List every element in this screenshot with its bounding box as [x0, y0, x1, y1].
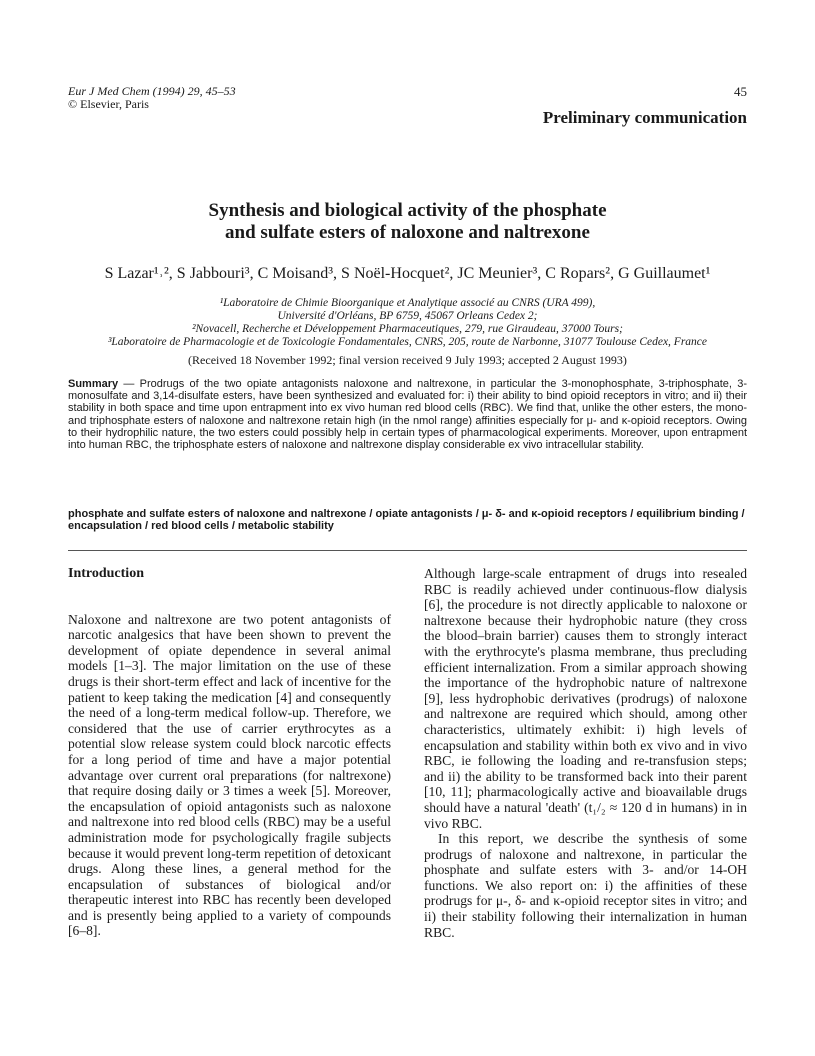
journal-citation: [68, 85, 236, 111]
section-heading-introduction: Introduction: [68, 566, 144, 581]
affiliation-line: ³Laboratoire de Pharmacologie et de Toxicologie Fondamentales, CNRS, 205, route de Narbonne, 31077 Toulouse Cedex, France: [107, 336, 708, 348]
page-number: 45: [734, 84, 747, 99]
keywords: phosphate and sulfate esters of naloxone and naltrexone / opiate antagonists / μ- δ- and κ-opioid receptors / equilibrium binding / encapsulation / red blood cells / metabolic stability: [68, 508, 745, 533]
title-line-1: Synthesis and biological activity of the phosphate: [208, 200, 607, 221]
section-divider: [68, 550, 747, 551]
title-line-2: and sulfate esters of naloxone and naltrexone: [225, 222, 590, 243]
article-title: [0, 200, 815, 244]
publisher: © Elsevier, Paris: [68, 97, 149, 111]
summary-text: — Prodrugs of the two opiate antagonists naloxone and naltrexone, in particular the 3-monophosphate, 3-triphosphate, 3-monosulfate and 3,14-disulfate esters, have been synthesized and evaluated for: i) their ability to bind opioid receptors in vitro; and ii) their stability in both space and time upon entrapment into ex vivo human red blood cells (RBC). We find that, unlike the other esters, the mono- and triphosphate esters of naloxone and naltrexone retain high (in the nmol range) affinities especially for μ- and κ-opioid receptors. Owing to their hydrophilic nature, the two esters could possibly help in certain types of pharmacological experiments. Moreover, upon entrapment into human RBC, the triphosphate esters of naloxone and naltrexone display considerable ex vivo intracellular stability.: [68, 378, 747, 452]
journal-reference: Eur J Med Chem (1994) 29, 45–53: [68, 84, 236, 98]
body-paragraph: Although large-scale entrapment of drugs into resealed RBC is readily achieved under continuous-flow dialysis [6], the procedure is not directly applicable to naloxone or naltrexone because their hydrophobic nature (they cross the blood–brain barrier) causes them to strongly interact with the erythrocyte's plasma membrane, thus precluding efficient internalization. From a similar approach showing the importance of the hydrophobic nature of naltrexone [9], less hydrophobic derivatives (prodrugs) of naloxone and naltrexone are required which should, among other characteristics, ultimately exhibit: i) high levels of encapsulation and stability within both ex vivo and in vivo RBC, ie following the loading and re-transfusion steps; and ii) the ability to be transformed back into their parent [10, 11]; pharmacologically active and bioavailable drugs should have a natural 'death' (t₁/₂ ≈ 120 d in humans) in in vivo RBC.: [424, 566, 747, 831]
body-paragraph: Naloxone and naltrexone are two potent antagonists of narcotic analgesics that have been shown to prevent the development of opiate dependence in several animal models [1–3]. The major limitation on the use of these drugs is their short-term effect and lack of incentive for the patient to keep taking the medication [4] and consequently the need of a long-term medical follow-up. Therefore, we considered that the use of carrier erythrocytes as a potential slow release system could block narcotic effects for a long period of time and have a major potential advantage over current oral preparations (for naltrexone) that require dosing daily or 3 times a week [5]. Moreover, the encapsulation of opioid antagonists such as naloxone and naltrexone into red blood cells (RBC) may be a useful administration mode for psychologically fragile subjects because it would prevent long-term repetition of detoxicant drugs. Along these lines, a general method for the encapsulation of substances of biological and/or therapeutic interest into RBC has recently been developed and is presently being applied to a variety of compounds [6–8].: [68, 611, 391, 939]
body-paragraph: In this report, we describe the synthesis of some prodrugs of naloxone and naltrexone, in particular the phosphate and sulfate esters with 3- and/or 14-OH functions. We also report on: i) the affinities of these prodrugs for μ-, δ- and κ-opioid receptor sites in vitro; and ii) their stability following their internalization in human RBC.: [424, 831, 747, 940]
section-label: Preliminary communication: [542, 108, 747, 127]
summary: [68, 378, 747, 451]
left-column: [68, 566, 391, 939]
affiliation-line: ²Novacell, Recherche et Développement Pharmaceutiques, 279, rue Giraudeau, 37000 Tours;: [192, 323, 623, 335]
received-dates: (Received 18 November 1992; final version received 9 July 1993; accepted 2 August 1993): [188, 353, 627, 367]
author-list: S Lazar¹˒², S Jabbouri³, C Moisand³, S Noël-Hocquet², JC Meunier³, C Ropars², G Guillaumet¹: [104, 265, 711, 282]
affiliations: [0, 297, 815, 349]
summary-label: Summary: [68, 378, 119, 390]
affiliation-line: ¹Laboratoire de Chimie Bioorganique et Analytique associé au CNRS (URA 499),: [219, 297, 596, 309]
right-column: [424, 566, 747, 940]
affiliation-line: Université d'Orléans, BP 6759, 45067 Orleans Cedex 2;: [277, 310, 538, 322]
